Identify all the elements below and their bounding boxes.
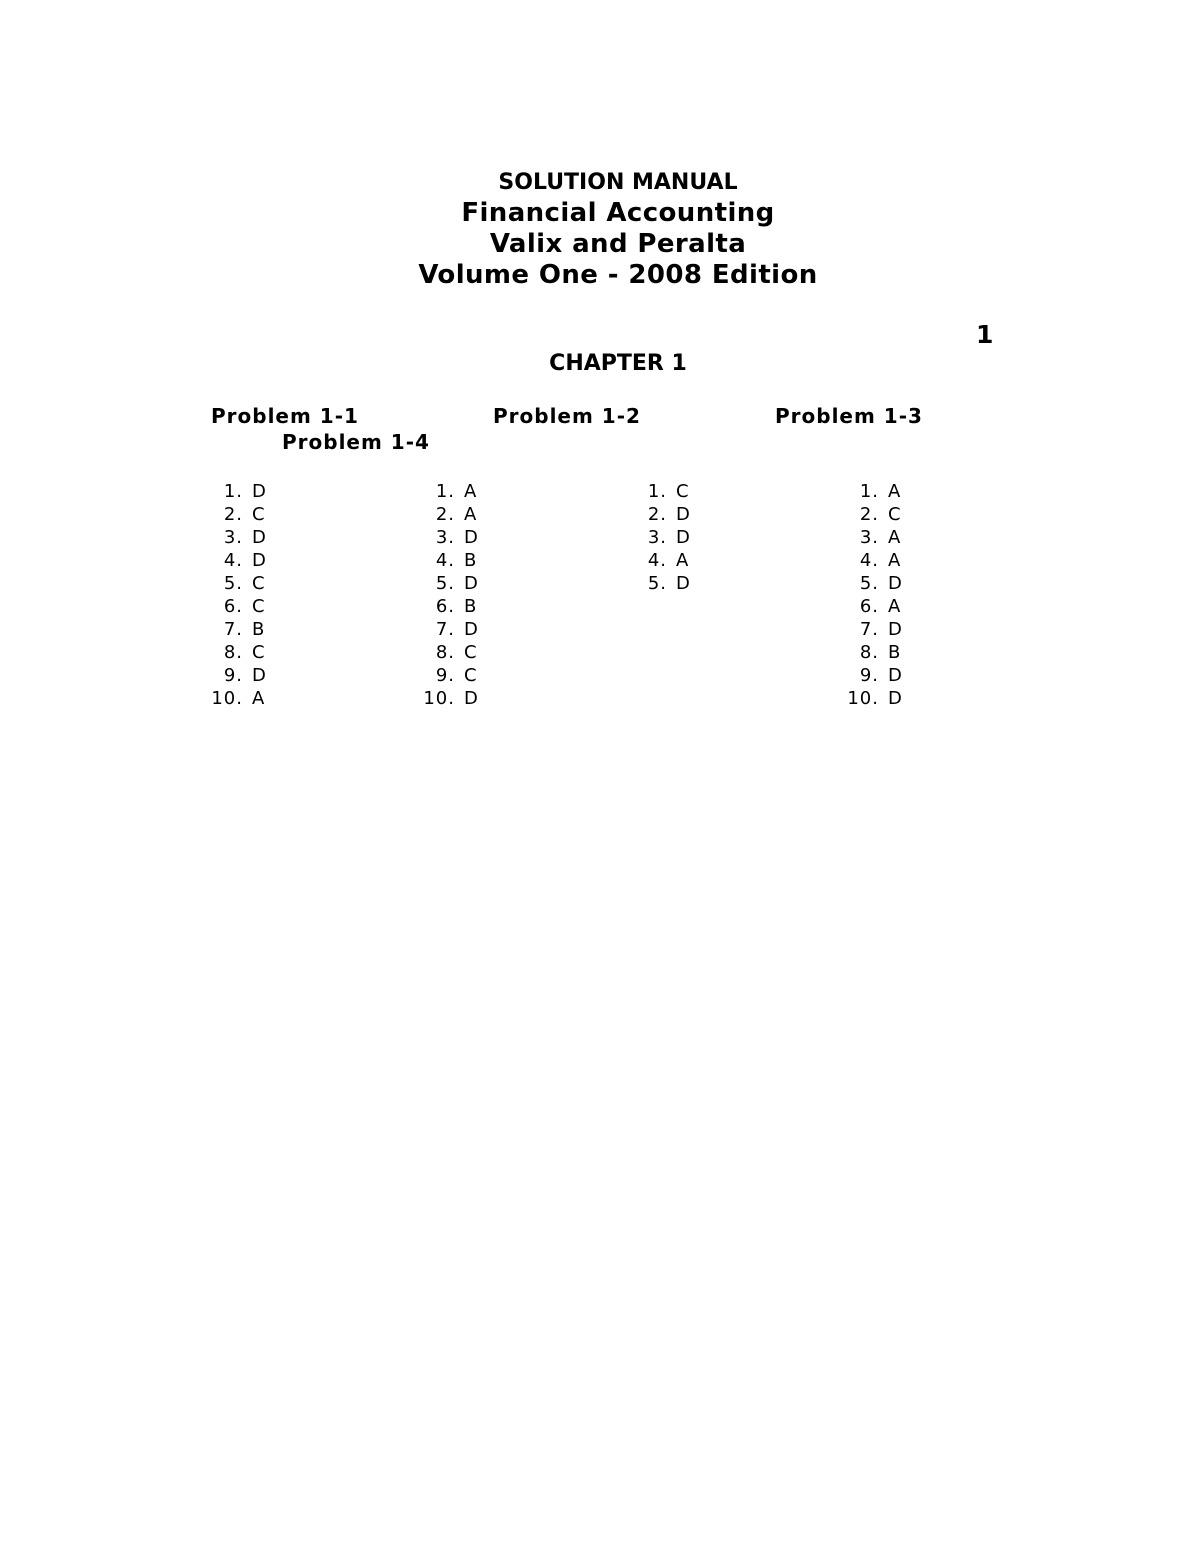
answer-number: 2. — [435, 504, 455, 525]
answer-letter: C — [252, 573, 266, 594]
problem-heading-1-1: Problem 1-1 — [211, 404, 359, 428]
answer-item — [843, 687, 903, 710]
answer-item — [843, 618, 903, 641]
answer-item — [207, 549, 267, 572]
answer-number: 9. — [223, 665, 243, 686]
answer-letter: C — [252, 596, 266, 617]
answer-item — [843, 503, 903, 526]
answer-letter: D — [464, 688, 479, 709]
answer-letter: D — [252, 665, 267, 686]
answer-number: 4. — [859, 550, 879, 571]
answer-letter: C — [464, 665, 478, 686]
title-solution-manual: SOLUTION MANUAL — [498, 170, 738, 195]
answer-number: 1. — [435, 481, 455, 502]
answer-letter: D — [888, 665, 903, 686]
answer-number: 1. — [223, 481, 243, 502]
answers-problem-1-4 — [843, 480, 903, 710]
answer-letter: B — [464, 550, 478, 571]
answer-item — [631, 480, 691, 503]
answer-number: 6. — [435, 596, 455, 617]
answer-number: 9. — [435, 665, 455, 686]
title-edition: Volume One - 2008 Edition — [418, 260, 818, 290]
answer-letter: D — [676, 527, 691, 548]
title-authors: Valix and Peralta — [489, 229, 747, 259]
answer-item — [419, 595, 479, 618]
answer-item — [207, 503, 267, 526]
answer-number: 9. — [859, 665, 879, 686]
answer-item — [207, 572, 267, 595]
answer-letter: B — [252, 619, 266, 640]
answer-letter: A — [888, 550, 902, 571]
answer-number: 3. — [435, 527, 455, 548]
answer-number: 3. — [647, 527, 667, 548]
problem-heading-1-4: Problem 1-4 — [282, 430, 430, 454]
answer-number: 7. — [435, 619, 455, 640]
answer-item — [419, 503, 479, 526]
answer-item — [419, 664, 479, 687]
answer-number: 8. — [223, 642, 243, 663]
answer-number: 2. — [647, 504, 667, 525]
answer-item — [843, 549, 903, 572]
answer-letter: D — [252, 481, 267, 502]
answer-number: 10. — [423, 688, 455, 709]
answer-number: 8. — [435, 642, 455, 663]
answer-item — [419, 641, 479, 664]
answer-item — [419, 687, 479, 710]
answer-item — [631, 549, 691, 572]
answer-item — [843, 641, 903, 664]
answers-problem-1-1 — [207, 480, 267, 710]
title-subject: Financial Accounting — [461, 198, 775, 228]
answer-item — [631, 503, 691, 526]
answer-number: 5. — [223, 573, 243, 594]
answer-item — [207, 595, 267, 618]
answer-item — [207, 664, 267, 687]
answer-item — [419, 526, 479, 549]
answer-item — [207, 480, 267, 503]
answer-item — [631, 526, 691, 549]
answer-item — [207, 526, 267, 549]
answer-item — [631, 572, 691, 595]
answer-number: 5. — [859, 573, 879, 594]
problem-heading-1-2: Problem 1-2 — [493, 404, 641, 428]
answer-number: 7. — [859, 619, 879, 640]
answer-number: 3. — [859, 527, 879, 548]
answer-letter: B — [888, 642, 902, 663]
answer-letter: A — [252, 688, 266, 709]
answer-number: 6. — [859, 596, 879, 617]
answer-letter: A — [464, 481, 478, 502]
answer-number: 2. — [859, 504, 879, 525]
answer-letter: A — [676, 550, 690, 571]
answer-number: 1. — [859, 481, 879, 502]
answers-problem-1-3 — [631, 480, 691, 595]
answer-item — [843, 595, 903, 618]
answer-item — [207, 687, 267, 710]
answer-letter: A — [888, 596, 902, 617]
answer-item — [419, 618, 479, 641]
page-number: 1 — [976, 320, 994, 349]
answer-letter: C — [676, 481, 690, 502]
answer-item — [207, 618, 267, 641]
answer-number: 5. — [435, 573, 455, 594]
answer-item — [843, 480, 903, 503]
answer-letter: A — [464, 504, 478, 525]
answer-number: 10. — [847, 688, 879, 709]
answer-item — [843, 526, 903, 549]
answer-letter: C — [252, 642, 266, 663]
answer-letter: D — [888, 619, 903, 640]
answer-letter: D — [464, 527, 479, 548]
answer-letter: A — [888, 527, 902, 548]
answer-number: 4. — [647, 550, 667, 571]
answer-letter: D — [676, 573, 691, 594]
answer-letter: D — [888, 688, 903, 709]
answer-number: 10. — [211, 688, 243, 709]
answer-letter: C — [888, 504, 902, 525]
problem-heading-1-3: Problem 1-3 — [775, 404, 923, 428]
answer-number: 8. — [859, 642, 879, 663]
answer-letter: D — [464, 619, 479, 640]
answer-letter: D — [676, 504, 691, 525]
answer-number: 3. — [223, 527, 243, 548]
answer-item — [419, 480, 479, 503]
answer-number: 4. — [223, 550, 243, 571]
answer-number: 6. — [223, 596, 243, 617]
answers-problem-1-2 — [419, 480, 479, 710]
answer-number: 1. — [647, 481, 667, 502]
answer-number: 4. — [435, 550, 455, 571]
answer-letter: A — [888, 481, 902, 502]
answer-letter: D — [888, 573, 903, 594]
answer-letter: C — [252, 504, 266, 525]
chapter-heading: CHAPTER 1 — [549, 351, 687, 376]
answer-letter: D — [252, 527, 267, 548]
answer-number: 5. — [647, 573, 667, 594]
answer-item — [843, 572, 903, 595]
answer-letter: D — [464, 573, 479, 594]
answer-number: 2. — [223, 504, 243, 525]
answer-letter: C — [464, 642, 478, 663]
document-title-block — [0, 168, 1200, 291]
answer-item — [843, 664, 903, 687]
answer-letter: D — [252, 550, 267, 571]
answer-item — [207, 641, 267, 664]
answer-letter: B — [464, 596, 478, 617]
answer-item — [419, 549, 479, 572]
answer-number: 7. — [223, 619, 243, 640]
answer-item — [419, 572, 479, 595]
